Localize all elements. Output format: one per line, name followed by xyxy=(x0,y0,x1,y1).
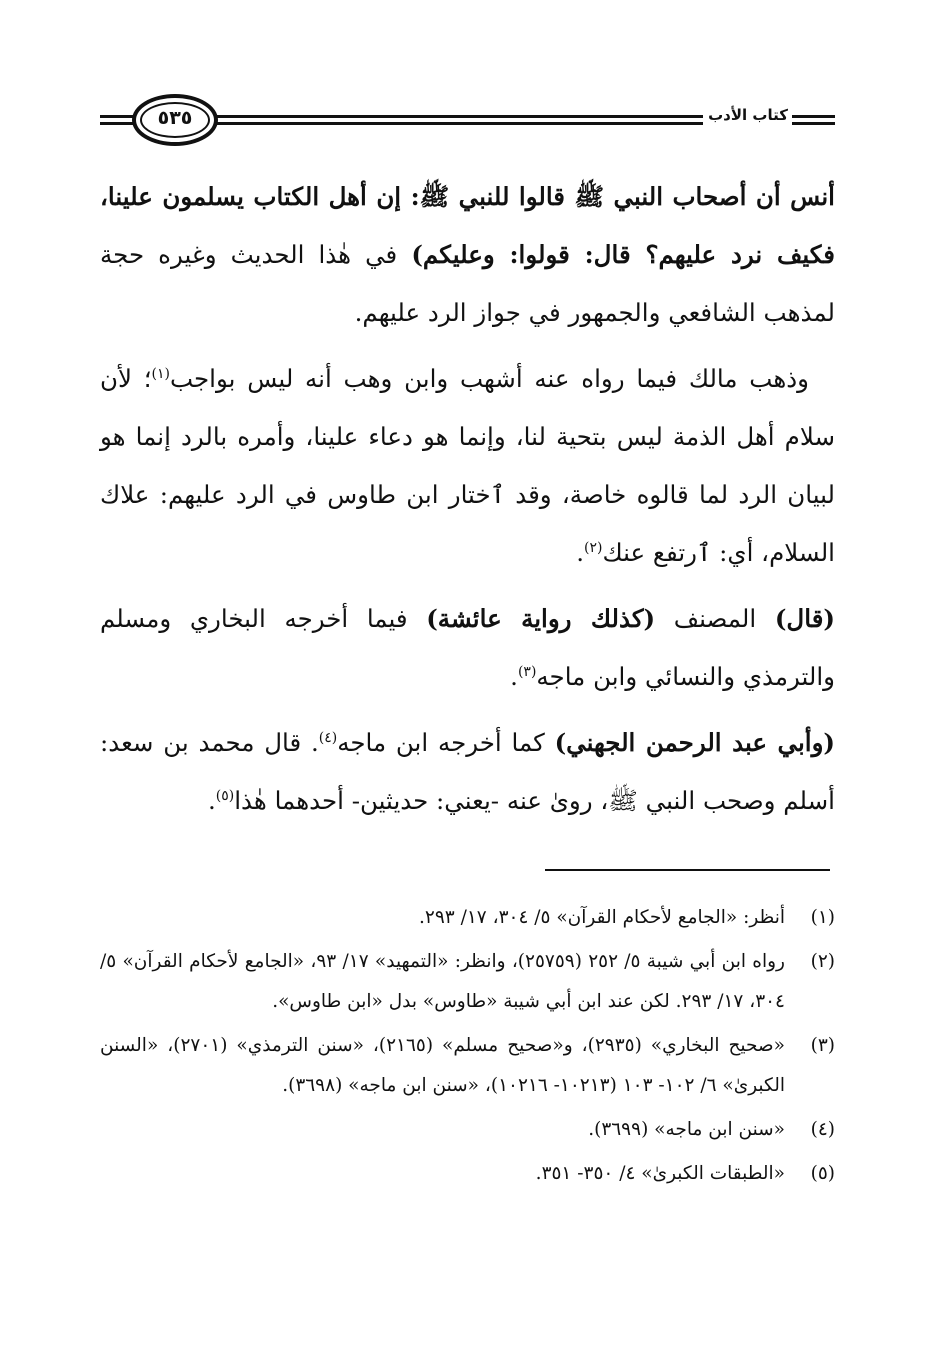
main-text xyxy=(100,168,835,838)
footnote-number: (٣) xyxy=(810,1035,835,1056)
paragraph-3 xyxy=(100,590,835,706)
footnote-number: (٥) xyxy=(810,1163,835,1184)
header-rule xyxy=(213,122,703,125)
header-rule xyxy=(213,115,703,118)
page-header xyxy=(100,88,835,168)
footnote-number: (٢) xyxy=(810,951,835,972)
footnote-ref: (٤) xyxy=(318,729,338,746)
bold-text: (كذلك رواية عائشة) xyxy=(426,604,656,633)
footnote-ref: (١) xyxy=(151,365,170,382)
paragraph-4 xyxy=(100,714,835,830)
footnote-ref: (٢) xyxy=(584,539,603,556)
header-rule xyxy=(792,115,835,118)
text: وذهب مالك فيما رواه عنه أشهب وابن وهب أنه ليس بواجب xyxy=(169,364,809,393)
text: المصنف xyxy=(655,604,775,633)
text: كما أخرجه ابن ماجه xyxy=(337,728,555,757)
footnote-ref: (٥) xyxy=(215,787,235,804)
footnote xyxy=(100,898,835,938)
bold-text: (وأبي عبد الرحمن الجهني) xyxy=(554,728,836,757)
footnotes xyxy=(100,898,835,1198)
footnote-text: رواه ابن أبي شيبة ٥/ ٢٥٢ (٢٥٧٥٩)، وانظر: «التمهيد» ١٧/ ٩٣، «الجامع لأحكام القرآن» ٥/ ٣٠٤، ١٧/ ٢٩٣. لكن عند ابن أبي شيبة «طاوس» بدل «ابن طاوس». xyxy=(100,951,785,1012)
text: . قال محمد بن سعد: أسلم وصحب النبي ﷺ، روىٰ عنه -يعني: حديثين- أحدهما هٰذا xyxy=(100,728,835,815)
text: . xyxy=(207,786,216,815)
footnote xyxy=(100,1110,835,1150)
footnote-text: «صحيح البخاري» (٢٩٣٥)، و«صحيح مسلم» (٢١٦٥)، «سنن الترمذي» (٢٧٠١)، «السنن الكبرىٰ» ٦/ ١٠٢- ١٠٣ (١٠٢١٣- ١٠٢١٦)، «سنن ابن ماجه» (٣٦٩٨). xyxy=(100,1035,785,1096)
text: في هٰذا الحديث وغيره حجة لمذهب الشافعي والجمهور في جواز الرد عليهم. xyxy=(100,240,835,327)
text: . xyxy=(576,538,584,567)
page-number: ٥٣٥ xyxy=(157,107,193,129)
text: . xyxy=(510,662,518,691)
running-title: كتاب الأدب xyxy=(708,106,788,124)
text: فيما أخرجه البخاري ومسلم والترمذي والنسائي وابن ماجه xyxy=(100,604,835,691)
footnote-separator xyxy=(545,869,830,871)
footnote-ref: (٣) xyxy=(517,663,537,680)
footnote-number: (١) xyxy=(810,907,835,928)
paragraph-1 xyxy=(100,168,835,342)
header-rule xyxy=(792,122,835,125)
page-number-badge xyxy=(132,94,218,146)
text: ؛ لأن سلام أهل الذمة ليس بتحية لنا، وإنما هو دعاء علينا، وأمره بالرد إنما هو لبيان الرد لما قالوه خاصة، وقد ٱختار ابن طاوس في الرد عليهم: علاك السلام، أي: ٱرتفع عنك xyxy=(100,364,835,567)
footnote xyxy=(100,942,835,1022)
footnote-number: (٤) xyxy=(810,1119,835,1140)
footnote-text: «سنن ابن ماجه» (٣٦٩٩). xyxy=(588,1119,785,1140)
bold-text: أنس أن أصحاب النبي ﷺ قالوا للنبي ﷺ: إن أهل الكتاب يسلمون علينا، فكيف نرد عليهم؟ قال: قولوا: وعليكم) xyxy=(100,182,836,269)
footnote xyxy=(100,1026,835,1106)
footnote xyxy=(100,1154,835,1194)
bold-text: (قال) xyxy=(774,604,836,633)
footnote-text: أنظر: «الجامع لأحكام القرآن» ٥/ ٣٠٤، ١٧/ ٢٩٣. xyxy=(419,907,785,928)
footnote-text: «الطبقات الكبرىٰ» ٤/ ٣٥٠- ٣٥١. xyxy=(535,1163,785,1184)
paragraph-2 xyxy=(100,350,835,582)
